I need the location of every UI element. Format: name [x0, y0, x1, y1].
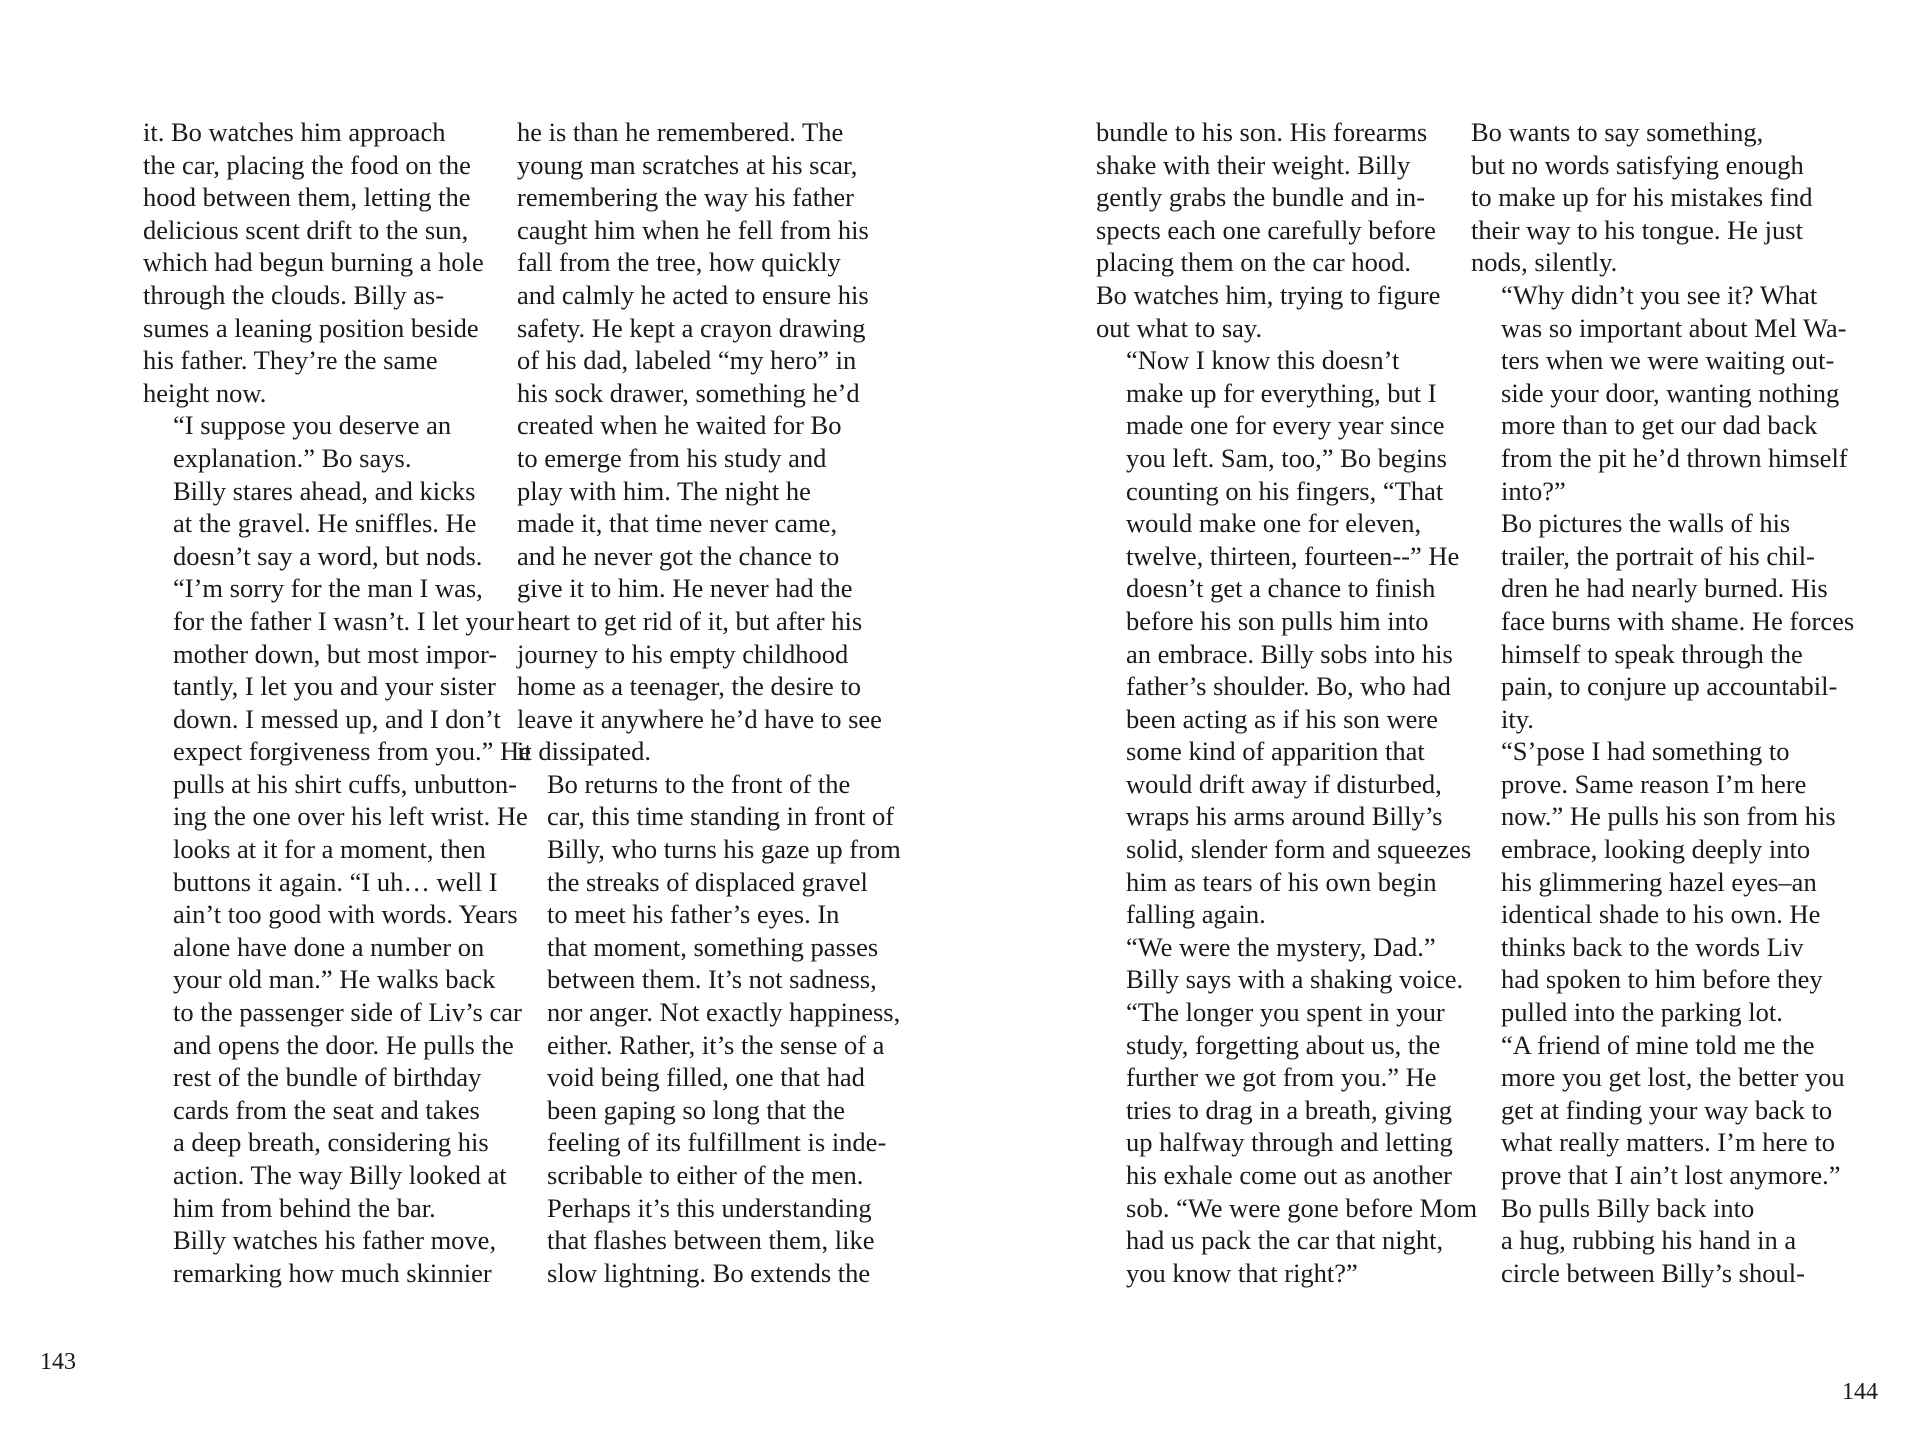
- paragraph: [1471, 735, 1854, 1028]
- text-line: and calmly he acted to ensure his: [517, 279, 869, 310]
- text-line: “Now I know this doesn’t: [1126, 345, 1400, 376]
- text-line: pain, to conjure up accountabil-: [1501, 671, 1838, 702]
- text-line: an embrace. Billy sobs into his: [1126, 638, 1453, 669]
- page-number-left: 143: [40, 1349, 76, 1375]
- text-line: identical shade to his own. He: [1501, 899, 1821, 930]
- text-line: him as tears of his own begin: [1126, 866, 1437, 897]
- text-line: Bo returns to the front of the: [547, 768, 851, 799]
- text-line: buttons it again. “I uh… well I: [173, 866, 498, 897]
- paragraph: [143, 475, 531, 573]
- text-line: himself to speak through the: [1501, 638, 1803, 669]
- text-line: created when he waited for Bo: [517, 410, 842, 441]
- text-line: fall from the tree, how quickly: [517, 247, 841, 278]
- text-line: gently grabs the bundle and in-: [1096, 182, 1425, 213]
- right-page-column-1: [1096, 116, 1477, 1289]
- paragraph: [1096, 116, 1477, 344]
- text-line: you left. Sam, too,” Bo begins: [1126, 442, 1447, 473]
- text-line: make up for everything, but I: [1126, 377, 1437, 408]
- text-line: through the clouds. Billy as-: [143, 279, 445, 310]
- text-line: bundle to his son. His forearms: [1096, 117, 1428, 147]
- text-line: prove that I ain’t lost anymore.”: [1501, 1160, 1841, 1190]
- text-line: between them. It’s not sadness,: [547, 964, 877, 995]
- left-page-column-1: [143, 116, 531, 1289]
- paragraph: [1096, 344, 1477, 931]
- text-line: it dissipated.: [517, 736, 651, 767]
- text-line: but no words satisfying enough: [1471, 149, 1804, 180]
- text-line: “I’m sorry for the man I was,: [173, 573, 483, 604]
- text-line: out what to say.: [1096, 312, 1263, 343]
- text-line: mother down, but most impor-: [173, 638, 498, 669]
- text-line: get at finding your way back to: [1501, 1094, 1833, 1125]
- text-line: “We were the mystery, Dad.”: [1126, 931, 1436, 962]
- text-line: height now.: [143, 377, 267, 408]
- text-line: his glimmering hazel eyes–an: [1501, 866, 1817, 897]
- text-line: it. Bo watches him approach: [143, 117, 446, 147]
- text-line: prove. Same reason I’m here: [1501, 768, 1807, 799]
- text-line: to make up for his mistakes find: [1471, 182, 1813, 213]
- text-line: young man scratches at his scar,: [517, 149, 858, 180]
- text-line: wraps his arms around Billy’s: [1126, 801, 1443, 832]
- text-line: give it to him. He never had the: [517, 573, 853, 604]
- text-line: before his son pulls him into: [1126, 605, 1429, 636]
- text-line: car, this time standing in front of: [547, 801, 895, 832]
- text-line: “A friend of mine told me the: [1501, 1029, 1815, 1060]
- text-line: leave it anywhere he’d have to see: [517, 703, 882, 734]
- text-line: thinks back to the words Liv: [1501, 931, 1804, 962]
- text-line: void being filled, one that had: [547, 1062, 865, 1093]
- text-line: some kind of apparition that: [1126, 736, 1425, 767]
- text-line: more you get lost, the better you: [1501, 1062, 1845, 1093]
- text-line: the car, placing the food on the: [143, 149, 471, 180]
- paragraph: [1471, 1192, 1854, 1290]
- paragraph: [1471, 1029, 1854, 1192]
- text-line: spects each one carefully before: [1096, 214, 1436, 245]
- text-line: to the passenger side of Liv’s car: [173, 997, 522, 1028]
- text-line: cards from the seat and takes: [173, 1094, 480, 1125]
- text-line: play with him. The night he: [517, 475, 811, 506]
- text-line: embrace, looking deeply into: [1501, 834, 1811, 865]
- paragraph: [1471, 116, 1854, 279]
- text-line: their way to his tongue. He just: [1471, 214, 1803, 245]
- paragraph: [1471, 507, 1854, 735]
- text-line: up halfway through and letting: [1126, 1127, 1453, 1158]
- text-line: from the pit he’d thrown himself: [1501, 442, 1848, 473]
- paragraph: [143, 572, 531, 1224]
- text-line: falling again.: [1126, 899, 1266, 930]
- text-line: slow lightning. Bo extends the: [547, 1257, 871, 1288]
- text-line: been acting as if his son were: [1126, 703, 1439, 734]
- text-line: doesn’t say a word, but nods.: [173, 540, 483, 571]
- text-line: Bo watches him, trying to figure: [1096, 279, 1441, 310]
- text-line: Billy, who turns his gaze up from: [547, 834, 901, 865]
- text-line: Billy says with a shaking voice.: [1126, 964, 1464, 995]
- text-line: doesn’t get a chance to finish: [1126, 573, 1436, 604]
- text-line: trailer, the portrait of his chil-: [1501, 540, 1815, 571]
- text-line: sumes a leaning position beside: [143, 312, 479, 343]
- text-line: had spoken to him before they: [1501, 964, 1823, 995]
- text-line: action. The way Billy looked at: [173, 1160, 507, 1190]
- text-line: him from behind the bar.: [173, 1192, 436, 1223]
- text-line: circle between Billy’s shoul-: [1501, 1257, 1805, 1288]
- text-line: scribable to either of the men.: [547, 1160, 864, 1190]
- text-line: explanation.” Bo says.: [173, 442, 412, 473]
- text-line: pulls at his shirt cuffs, unbutton-: [173, 768, 517, 799]
- text-line: Bo pulls Billy back into: [1501, 1192, 1755, 1223]
- text-line: “Why didn’t you see it? What: [1501, 279, 1818, 310]
- text-line: Bo pictures the walls of his: [1501, 508, 1791, 539]
- text-line: more than to get our dad back: [1501, 410, 1818, 441]
- text-line: was so important about Mel Wa-: [1501, 312, 1847, 343]
- text-line: his exhale come out as another: [1126, 1160, 1452, 1190]
- text-line: “I suppose you deserve an: [173, 410, 452, 441]
- text-line: home as a teenager, the desire to: [517, 671, 862, 702]
- text-line: a deep breath, considering his: [173, 1127, 489, 1158]
- text-line: to meet his father’s eyes. In: [547, 899, 840, 930]
- text-line: to emerge from his study and: [517, 442, 827, 473]
- text-line: Billy stares ahead, and kicks: [173, 475, 476, 506]
- text-line: nods, silently.: [1471, 247, 1618, 278]
- text-line: rest of the bundle of birthday: [173, 1062, 482, 1093]
- text-line: father’s shoulder. Bo, who had: [1126, 671, 1451, 702]
- page-number-right: 144: [1842, 1379, 1878, 1405]
- paragraph: [517, 768, 901, 1290]
- text-line: tantly, I let you and your sister: [173, 671, 496, 702]
- text-line: and opens the door. He pulls the: [173, 1029, 514, 1060]
- text-line: his father. They’re the same: [143, 345, 438, 376]
- text-line: his sock drawer, something he’d: [517, 377, 860, 408]
- text-line: the streaks of displaced gravel: [547, 866, 868, 897]
- text-line: expect forgiveness from you.” He: [173, 736, 531, 767]
- text-line: Billy watches his father move,: [173, 1225, 497, 1256]
- text-line: caught him when he fell from his: [517, 214, 869, 245]
- text-line: Bo wants to say something,: [1471, 117, 1764, 147]
- text-line: had us pack the car that night,: [1126, 1225, 1444, 1256]
- right-page: [960, 0, 1920, 1440]
- text-line: remembering the way his father: [517, 182, 855, 213]
- text-line: solid, slender form and squeezes: [1126, 834, 1472, 865]
- text-line: made one for every year since: [1126, 410, 1445, 441]
- text-line: remarking how much skinnier: [173, 1257, 492, 1288]
- text-line: ters when we were waiting out-: [1501, 345, 1835, 376]
- text-line: and he never got the chance to: [517, 540, 840, 571]
- right-page-column-2: [1471, 116, 1854, 1289]
- text-line: of his dad, labeled “my hero” in: [517, 345, 857, 376]
- text-line: would make one for eleven,: [1126, 508, 1422, 539]
- paragraph: [1096, 931, 1477, 1290]
- text-line: he is than he remembered. The: [517, 117, 844, 147]
- text-line: ing the one over his left wrist. He: [173, 801, 528, 832]
- paragraph: [143, 409, 531, 474]
- paragraph: [143, 1224, 531, 1289]
- text-line: made it, that time never came,: [517, 508, 838, 539]
- text-line: Perhaps it’s this understanding: [547, 1192, 872, 1223]
- text-line: you know that right?”: [1126, 1257, 1358, 1288]
- text-line: counting on his fingers, “That: [1126, 475, 1444, 506]
- text-line: which had begun burning a hole: [143, 247, 484, 278]
- text-line: at the gravel. He sniffles. He: [173, 508, 477, 539]
- text-line: your old man.” He walks back: [173, 964, 496, 995]
- text-line: study, forgetting about us, the: [1126, 1029, 1441, 1060]
- text-line: ain’t too good with words. Years: [173, 899, 518, 930]
- text-line: heart to get rid of it, but after his: [517, 605, 863, 636]
- paragraph: [1471, 279, 1854, 507]
- text-line: further we got from you.” He: [1126, 1062, 1437, 1093]
- text-line: down. I messed up, and I don’t: [173, 703, 501, 734]
- left-page-column-2: [517, 116, 901, 1289]
- text-line: what really matters. I’m here to: [1501, 1127, 1836, 1158]
- text-line: looks at it for a moment, then: [173, 834, 486, 865]
- text-line: either. Rather, it’s the sense of a: [547, 1029, 885, 1060]
- text-line: feeling of its fulfillment is inde-: [547, 1127, 887, 1158]
- text-line: journey to his empty childhood: [517, 638, 849, 669]
- text-line: into?”: [1501, 475, 1566, 506]
- text-line: that flashes between them, like: [547, 1225, 875, 1256]
- text-line: safety. He kept a crayon drawing: [517, 312, 866, 343]
- text-line: ity.: [1501, 703, 1534, 734]
- text-line: tries to drag in a breath, giving: [1126, 1094, 1453, 1125]
- text-line: hood between them, letting the: [143, 182, 471, 213]
- text-line: been gaping so long that the: [547, 1094, 846, 1125]
- text-line: nor anger. Not exactly happiness,: [547, 997, 901, 1028]
- text-line: dren he had nearly burned. His: [1501, 573, 1828, 604]
- text-line: delicious scent drift to the sun,: [143, 214, 469, 245]
- text-line: shake with their weight. Billy: [1096, 149, 1411, 180]
- text-line: now.” He pulls his son from his: [1501, 801, 1836, 832]
- text-line: “The longer you spent in your: [1126, 997, 1445, 1028]
- text-line: “S’pose I had something to: [1501, 736, 1790, 767]
- text-line: for the father I wasn’t. I let your: [173, 605, 514, 636]
- text-line: alone have done a number on: [173, 931, 485, 962]
- text-line: pulled into the parking lot.: [1501, 997, 1783, 1028]
- text-line: face burns with shame. He forces: [1501, 605, 1855, 636]
- text-line: would drift away if disturbed,: [1126, 768, 1442, 799]
- text-line: side your door, wanting nothing: [1501, 377, 1840, 408]
- paragraph: [517, 116, 901, 768]
- text-line: placing them on the car hood.: [1096, 247, 1411, 278]
- text-line: a hug, rubbing his hand in a: [1501, 1225, 1797, 1256]
- text-line: twelve, thirteen, fourteen--” He: [1126, 540, 1460, 571]
- text-line: sob. “We were gone before Mom: [1126, 1192, 1478, 1223]
- text-line: that moment, something passes: [547, 931, 879, 962]
- paragraph: [143, 116, 531, 409]
